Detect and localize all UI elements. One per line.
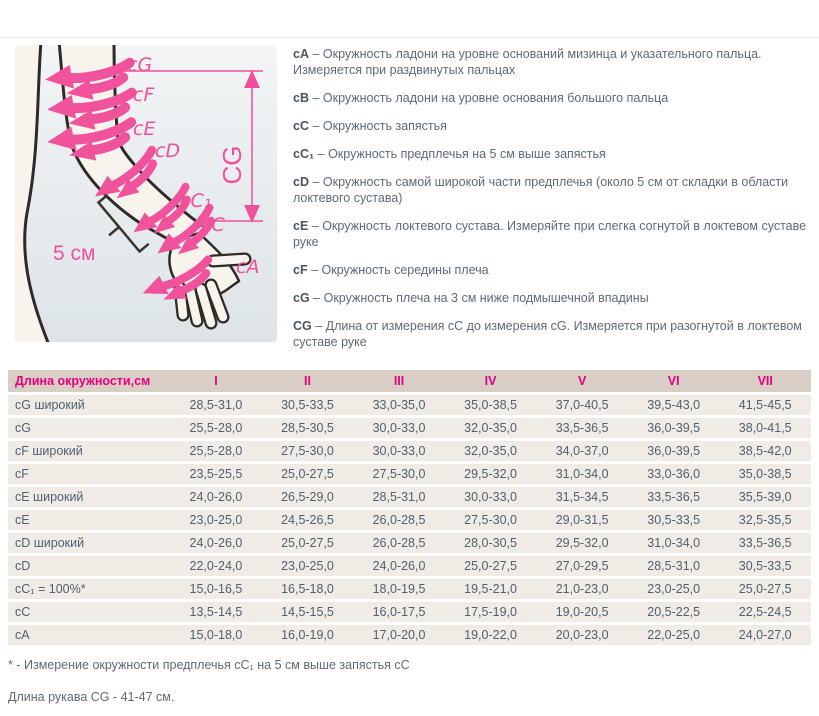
size-cell: 32,5-35,5: [719, 510, 811, 530]
size-cell: 26,5-29,0: [262, 487, 354, 507]
size-cell: 28,5-31,0: [353, 487, 445, 507]
description-text: – Окружность середины плеча: [311, 263, 489, 277]
size-cell: 14,5-15,5: [262, 602, 354, 622]
diagram-label-cF: cF: [133, 84, 155, 106]
size-cell: 33,5-36,5: [719, 533, 811, 553]
description-item: [293, 318, 810, 350]
size-cell: 15,0-18,0: [170, 625, 262, 645]
description-term: cD: [293, 175, 309, 189]
size-cell: 27,5-30,0: [353, 464, 445, 484]
description-term: cC₁: [293, 147, 315, 161]
description-text: – Окружность ладони на уровне основания большого пальца: [312, 91, 669, 105]
diagram-label-cG: cG: [127, 54, 153, 76]
description-term: cF: [293, 263, 308, 277]
description-item: [293, 262, 810, 278]
table-row: [8, 418, 811, 438]
description-text: – Окружность плеча на 3 см ниже подмышечной впадины: [313, 291, 649, 305]
size-cell: 23,0-25,0: [170, 510, 262, 530]
size-cell: 17,5-19,0: [445, 602, 537, 622]
description-item: [293, 146, 810, 162]
size-cell: 28,5-31,0: [170, 395, 262, 415]
size-cell: 25,5-28,0: [170, 441, 262, 461]
size-cell: 18,0-19,5: [353, 579, 445, 599]
size-cell: 22,0-24,0: [170, 556, 262, 576]
row-label: cC: [8, 602, 170, 622]
size-cell: 16,0-17,5: [353, 602, 445, 622]
size-cell: 20,0-23,0: [536, 625, 628, 645]
size-cell: 35,0-38,5: [445, 395, 537, 415]
table-row: [8, 487, 811, 507]
table-header-row: [8, 370, 811, 392]
diagram-label-cE: cE: [133, 118, 156, 140]
cg-dimension-label: CG: [217, 145, 247, 185]
table-row: [8, 556, 811, 576]
description-term: cB: [293, 91, 309, 105]
size-cell: 28,0-30,5: [445, 533, 537, 553]
row-label: cG широкий: [8, 395, 170, 415]
description-term: cC: [293, 119, 309, 133]
size-cell: 25,0-27,5: [719, 579, 811, 599]
size-cell: 30,5-33,5: [628, 510, 720, 530]
table-row: [8, 441, 811, 461]
size-cell: 19,0-22,0: [445, 625, 537, 645]
table-row: [8, 602, 811, 622]
size-cell: 17,0-20,0: [353, 625, 445, 645]
table-row: [8, 625, 811, 645]
size-cell: 38,5-42,0: [719, 441, 811, 461]
size-cell: 27,0-29,5: [536, 556, 628, 576]
description-text: – Окружность запястья: [312, 119, 447, 133]
description-item: [293, 290, 810, 306]
description-item: [293, 46, 810, 78]
description-item: [293, 90, 810, 106]
size-cell: 21,0-23,0: [536, 579, 628, 599]
top-divider: [0, 37, 819, 38]
size-cell: 36,0-39,5: [628, 418, 720, 438]
size-cell: 31,0-34,0: [628, 533, 720, 553]
size-cell: 26,0-28,5: [353, 533, 445, 553]
size-cell: 23,5-25,5: [170, 464, 262, 484]
column-header-size: V: [536, 370, 628, 392]
size-cell: 33,5-36,5: [536, 418, 628, 438]
size-cell: 24,0-26,0: [353, 556, 445, 576]
arm-illustration: [15, 45, 277, 342]
size-cell: 22,5-24,5: [719, 602, 811, 622]
size-cell: 30,5-33,5: [262, 395, 354, 415]
size-cell: 23,0-25,0: [262, 556, 354, 576]
table-row: [8, 579, 811, 599]
size-cell: 30,0-33,0: [353, 418, 445, 438]
size-cell: 28,5-31,0: [628, 556, 720, 576]
description-text: – Окружность ладони на уровне оснований мизинца и указательного пальца. Измеряется при раздвинутых пальцах: [293, 47, 762, 77]
size-cell: 19,0-20,5: [536, 602, 628, 622]
size-cell: 24,0-26,0: [170, 487, 262, 507]
size-cell: 35,0-38,5: [719, 464, 811, 484]
description-text: – Окружность самой широкой части предплечья (около 5 см от складки в области локтевого сустава): [293, 175, 789, 205]
size-cell: 37,0-40,5: [536, 395, 628, 415]
row-label: cF широкий: [8, 441, 170, 461]
size-cell: 29,5-32,0: [536, 533, 628, 553]
column-header-size: II: [262, 370, 354, 392]
row-label: cD: [8, 556, 170, 576]
size-cell: 34,0-37,0: [536, 441, 628, 461]
size-cell: 15,0-16,5: [170, 579, 262, 599]
description-item: [293, 174, 810, 206]
size-table: [8, 367, 811, 648]
size-cell: 13,5-14,5: [170, 602, 262, 622]
size-cell: 39,5-43,0: [628, 395, 720, 415]
description-term: cG: [293, 291, 310, 305]
size-cell: 19,5-21,0: [445, 579, 537, 599]
size-cell: 25,0-27,5: [445, 556, 537, 576]
row-label: cC₁ = 100%*: [8, 579, 170, 599]
column-header-size: VII: [719, 370, 811, 392]
size-cell: 41,5-45,5: [719, 395, 811, 415]
column-header-size: III: [353, 370, 445, 392]
description-term: cE: [293, 219, 309, 233]
size-cell: 23,0-25,0: [628, 579, 720, 599]
size-cell: 16,5-18,0: [262, 579, 354, 599]
description-item: [293, 118, 810, 134]
size-cell: 38,0-41,5: [719, 418, 811, 438]
size-cell: 26,0-28,5: [353, 510, 445, 530]
size-cell: 31,5-34,5: [536, 487, 628, 507]
description-term: cA: [293, 47, 309, 61]
description-list: [293, 46, 810, 362]
diagram-label-cC: cC: [201, 214, 225, 236]
size-cell: 28,5-30,5: [262, 418, 354, 438]
size-cell: 20,5-22,5: [628, 602, 720, 622]
size-cell: 33,5-36,5: [628, 487, 720, 507]
description-text: – Длина от измерения cC до измерения cG. Измеряется при разогнутой в локтевом суставе руке: [293, 319, 802, 349]
row-label: cE широкий: [8, 487, 170, 507]
table-row: [8, 533, 811, 553]
size-cell: 30,0-33,0: [445, 487, 537, 507]
table-row: [8, 395, 811, 415]
diagram-label-cC1: cC₁: [180, 190, 212, 212]
size-cell: 29,5-32,0: [445, 464, 537, 484]
size-cell: 25,0-27,5: [262, 533, 354, 553]
size-cell: 27,5-30,0: [445, 510, 537, 530]
column-header-size: VI: [628, 370, 720, 392]
size-cell: 24,0-27,0: [719, 625, 811, 645]
column-header-size: IV: [445, 370, 537, 392]
table-row: [8, 510, 811, 530]
size-cell: 22,0-25,0: [628, 625, 720, 645]
size-cell: 35,5-39,0: [719, 487, 811, 507]
size-cell: 33,0-35,0: [353, 395, 445, 415]
description-term: CG: [293, 319, 312, 333]
size-cell: 30,0-33,0: [353, 441, 445, 461]
measurement-diagram: [15, 45, 277, 342]
sleeve-length-note: Длина рукава CG - 41-47 см.: [8, 690, 175, 704]
table-corner-header: Длина окружности,см: [8, 370, 170, 392]
diagram-label-cD: cD: [155, 140, 181, 162]
size-cell: 30,5-33,5: [719, 556, 811, 576]
column-header-size: I: [170, 370, 262, 392]
description-item: [293, 218, 810, 250]
size-cell: 24,0-26,0: [170, 533, 262, 553]
description-text: – Окружность локтевого сустава. Измеряйте при слегка согнутой в локтевом суставе руке: [293, 219, 807, 249]
diagram-label-cA: cA: [236, 256, 260, 278]
size-cell: 27,5-30,0: [262, 441, 354, 461]
size-cell: 32,0-35,0: [445, 441, 537, 461]
size-cell: 24,5-26,5: [262, 510, 354, 530]
five-cm-label: 5 см: [53, 242, 96, 265]
row-label: cA: [8, 625, 170, 645]
size-cell: 33,0-36,0: [628, 464, 720, 484]
size-cell: 36,0-39,5: [628, 441, 720, 461]
size-cell: 16,0-19,0: [262, 625, 354, 645]
row-label: cF: [8, 464, 170, 484]
table-row: [8, 464, 811, 484]
row-label: cE: [8, 510, 170, 530]
footnote-measurement: * - Измерение окружности предплечья cC₁ на 5 см выше запястья cC: [8, 658, 410, 672]
size-cell: 32,0-35,0: [445, 418, 537, 438]
size-cell: 25,0-27,5: [262, 464, 354, 484]
row-label: cG: [8, 418, 170, 438]
size-cell: 29,0-31,5: [536, 510, 628, 530]
size-cell: 31,0-34,0: [536, 464, 628, 484]
size-cell: 25,5-28,0: [170, 418, 262, 438]
row-label: cD широкий: [8, 533, 170, 553]
description-text: – Окружность предплечья на 5 см выше запястья: [317, 147, 606, 161]
